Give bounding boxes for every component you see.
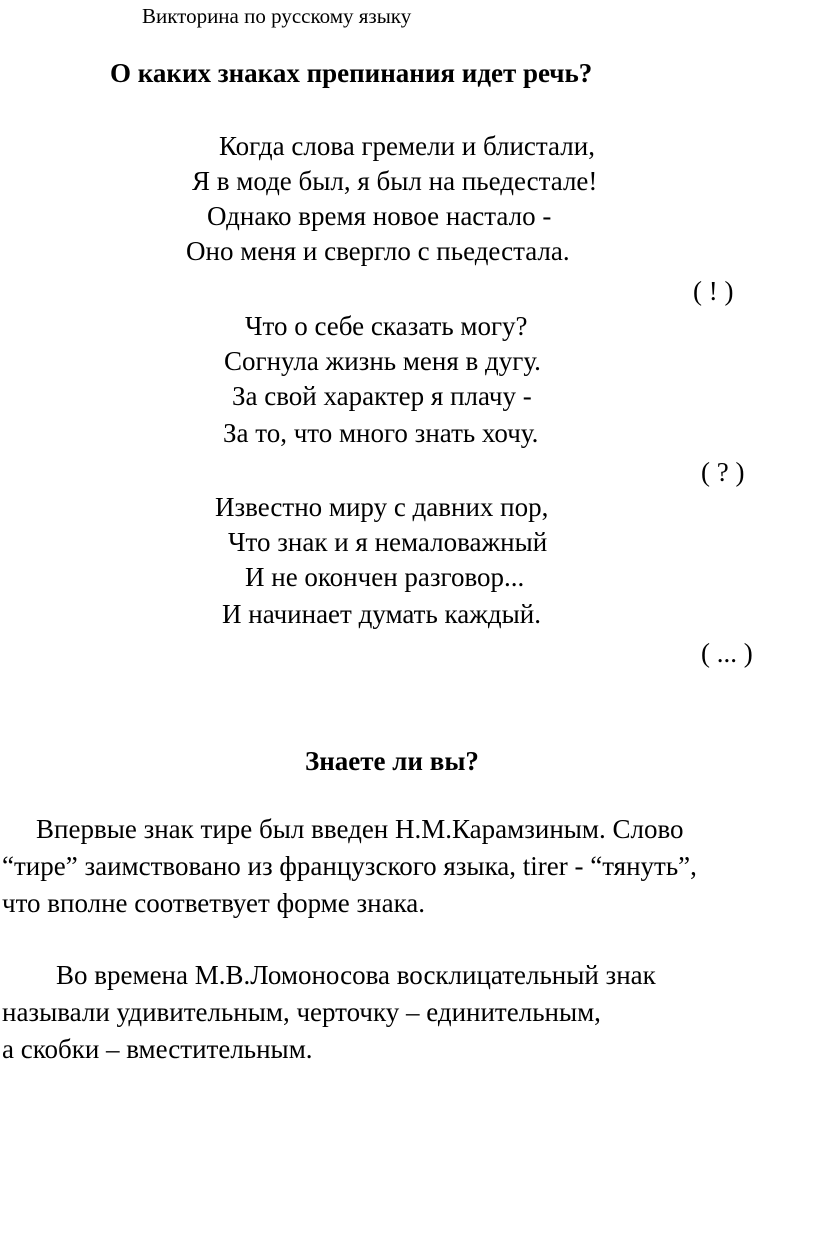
riddle-line: Известно миру с давних пор, (215, 492, 549, 522)
fact-line: Во времена М.В.Ломоносова восклицательный знак (56, 960, 656, 990)
riddle-line: Согнула жизнь меня в дугу. (224, 346, 541, 376)
riddle-line: Что знак и я немаловажный (228, 527, 548, 557)
fact-line: Впервые знак тире был введен Н.М.Карамзиным. Слово (36, 814, 684, 844)
fact-line: а скобки – вместительным. (2, 1034, 313, 1064)
riddle-line: За свой характер я плачу - (232, 381, 532, 411)
header-note: Викторина по русскому языку (142, 4, 412, 28)
riddle-answer: ( ? ) (701, 457, 745, 487)
riddle-answer: ( ... ) (701, 638, 753, 668)
riddle-line: Когда слова гремели и блистали, (219, 131, 595, 161)
fact-line: что вполне соответвует форме знака. (2, 888, 426, 918)
riddle-line: Однако время новое настало - (207, 201, 552, 231)
fact-line: называли удивительным, черточку – единительным, (2, 997, 601, 1027)
riddle-answer: ( ! ) (693, 276, 734, 306)
riddle-line: Я в моде был, я был на пьедестале! (192, 166, 598, 196)
facts-title: Знаете ли вы? (305, 746, 479, 776)
fact-line: “тире” заимствовано из французского языка, tirer - “тянуть”, (2, 851, 697, 881)
quiz-title: О каких знаках препинания идет речь? (110, 58, 593, 88)
riddle-line: И начинает думать каждый. (222, 599, 541, 629)
riddle-line: Оно меня и свергло с пьедестала. (186, 236, 570, 266)
riddle-line: Что о себе сказать могу? (245, 311, 528, 341)
riddle-line: И не окончен разговор... (245, 562, 525, 592)
riddle-line: За то, что много знать хочу. (223, 418, 539, 448)
